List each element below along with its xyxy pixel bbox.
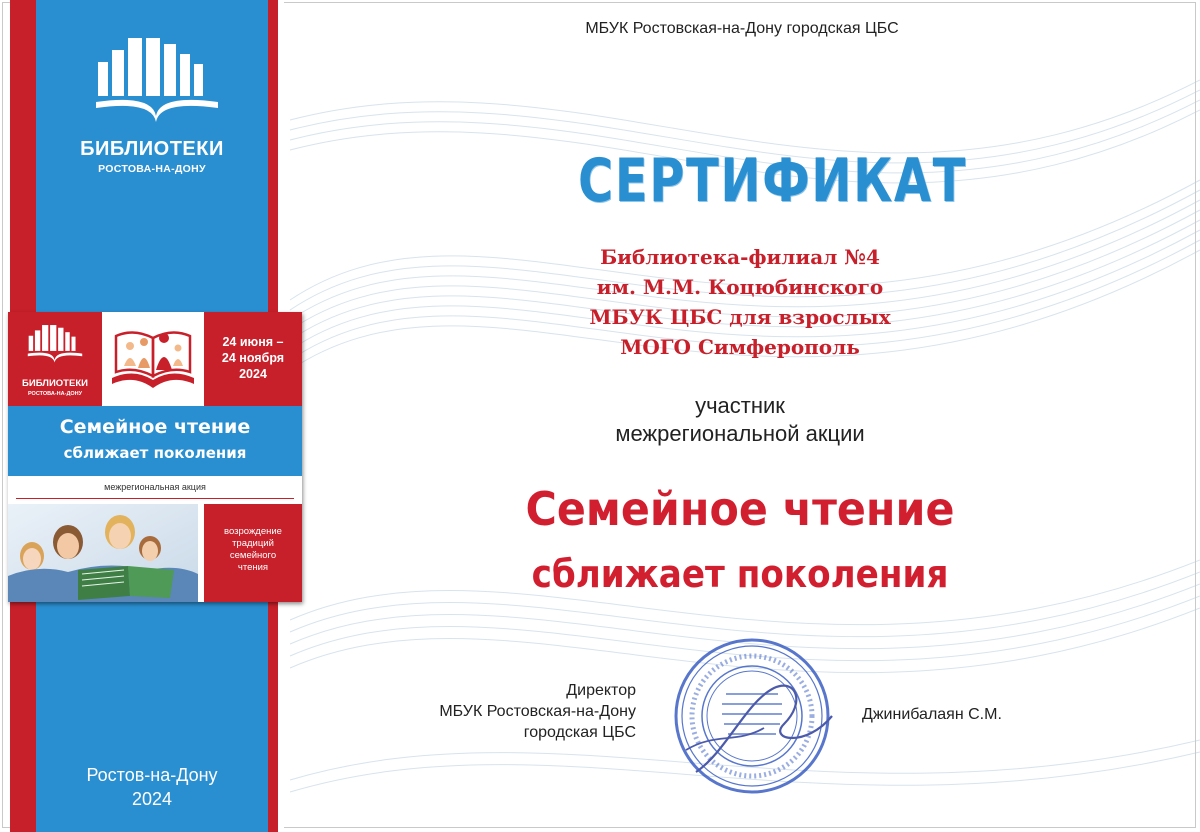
poster-date-start: 24 июня –: [222, 335, 284, 349]
poster-book-logo-icon: [26, 318, 84, 366]
poster-action-label: межрегиональная акция: [104, 482, 206, 492]
recipient-line2: им. М.М. Коцюбинского: [596, 275, 884, 299]
action-poster: [8, 312, 302, 602]
open-book-logo-icon: [92, 28, 222, 124]
certificate-title: СЕРТИФИКАТ: [578, 146, 968, 216]
poster-title-line1: Семейное чтение: [59, 416, 251, 438]
poster-slogan-line1: возрождение: [224, 526, 282, 537]
sidebar-logo-title: БИБЛИОТЕКИ: [80, 138, 224, 160]
family-reading-photo: [8, 504, 198, 602]
poster-logo-box: [8, 312, 102, 406]
poster-date-year: 2024: [239, 367, 267, 381]
poster-title-line2: сближает поколения: [63, 444, 247, 462]
sidebar-year: 2024: [131, 789, 173, 809]
signatory-role-line2: МБУК Ростовская-на-Дону: [439, 703, 636, 720]
poster-slogan-line4: чтения: [237, 562, 269, 573]
recipient-line4: МОГО Симферополь: [620, 335, 860, 359]
sidebar-city: Ростов-на-Дону: [86, 765, 218, 785]
participant-block: [450, 392, 1030, 448]
participant-line2: межрегиональной акции: [615, 421, 865, 446]
sidebar-city-year: [52, 763, 252, 811]
action-title-line2: сближает поколения: [531, 552, 949, 596]
poster-dates: [204, 312, 302, 406]
poster-logo-title: БИБЛИОТЕКИ: [22, 378, 88, 389]
poster-logo-subtitle: РОСТОВА-НА-ДОНУ: [27, 391, 83, 397]
recipient-line3: МБУК ЦБС для взрослых: [589, 305, 891, 329]
poster-slogan: [204, 504, 302, 602]
signatory-role-line1: Директор: [566, 682, 636, 699]
poster-slogan-line2: традиций: [232, 538, 274, 549]
poster-date-end: 24 ноября: [221, 351, 285, 365]
official-stamp-icon: [656, 632, 848, 800]
action-title-line1: Семейное чтение: [525, 482, 955, 536]
poster-slogan-line3: семейного: [229, 550, 277, 561]
family-reading-emblem-icon: [108, 322, 198, 400]
participant-line1: участник: [695, 393, 785, 418]
recipient-block: [450, 242, 1030, 362]
signatory-role: [340, 680, 636, 743]
signatory-name: Джинибалаян С.М.: [862, 706, 1002, 723]
poster-divider: [16, 498, 294, 499]
organization-header: МБУК Ростовская-на-Дону городская ЦБС: [585, 20, 899, 37]
signatory-role-line3: городская ЦБС: [523, 724, 636, 741]
sidebar-logo-subtitle: РОСТОВА-НА-ДОНУ: [98, 163, 206, 175]
recipient-line1: Библиотека-филиал №4: [600, 245, 880, 269]
